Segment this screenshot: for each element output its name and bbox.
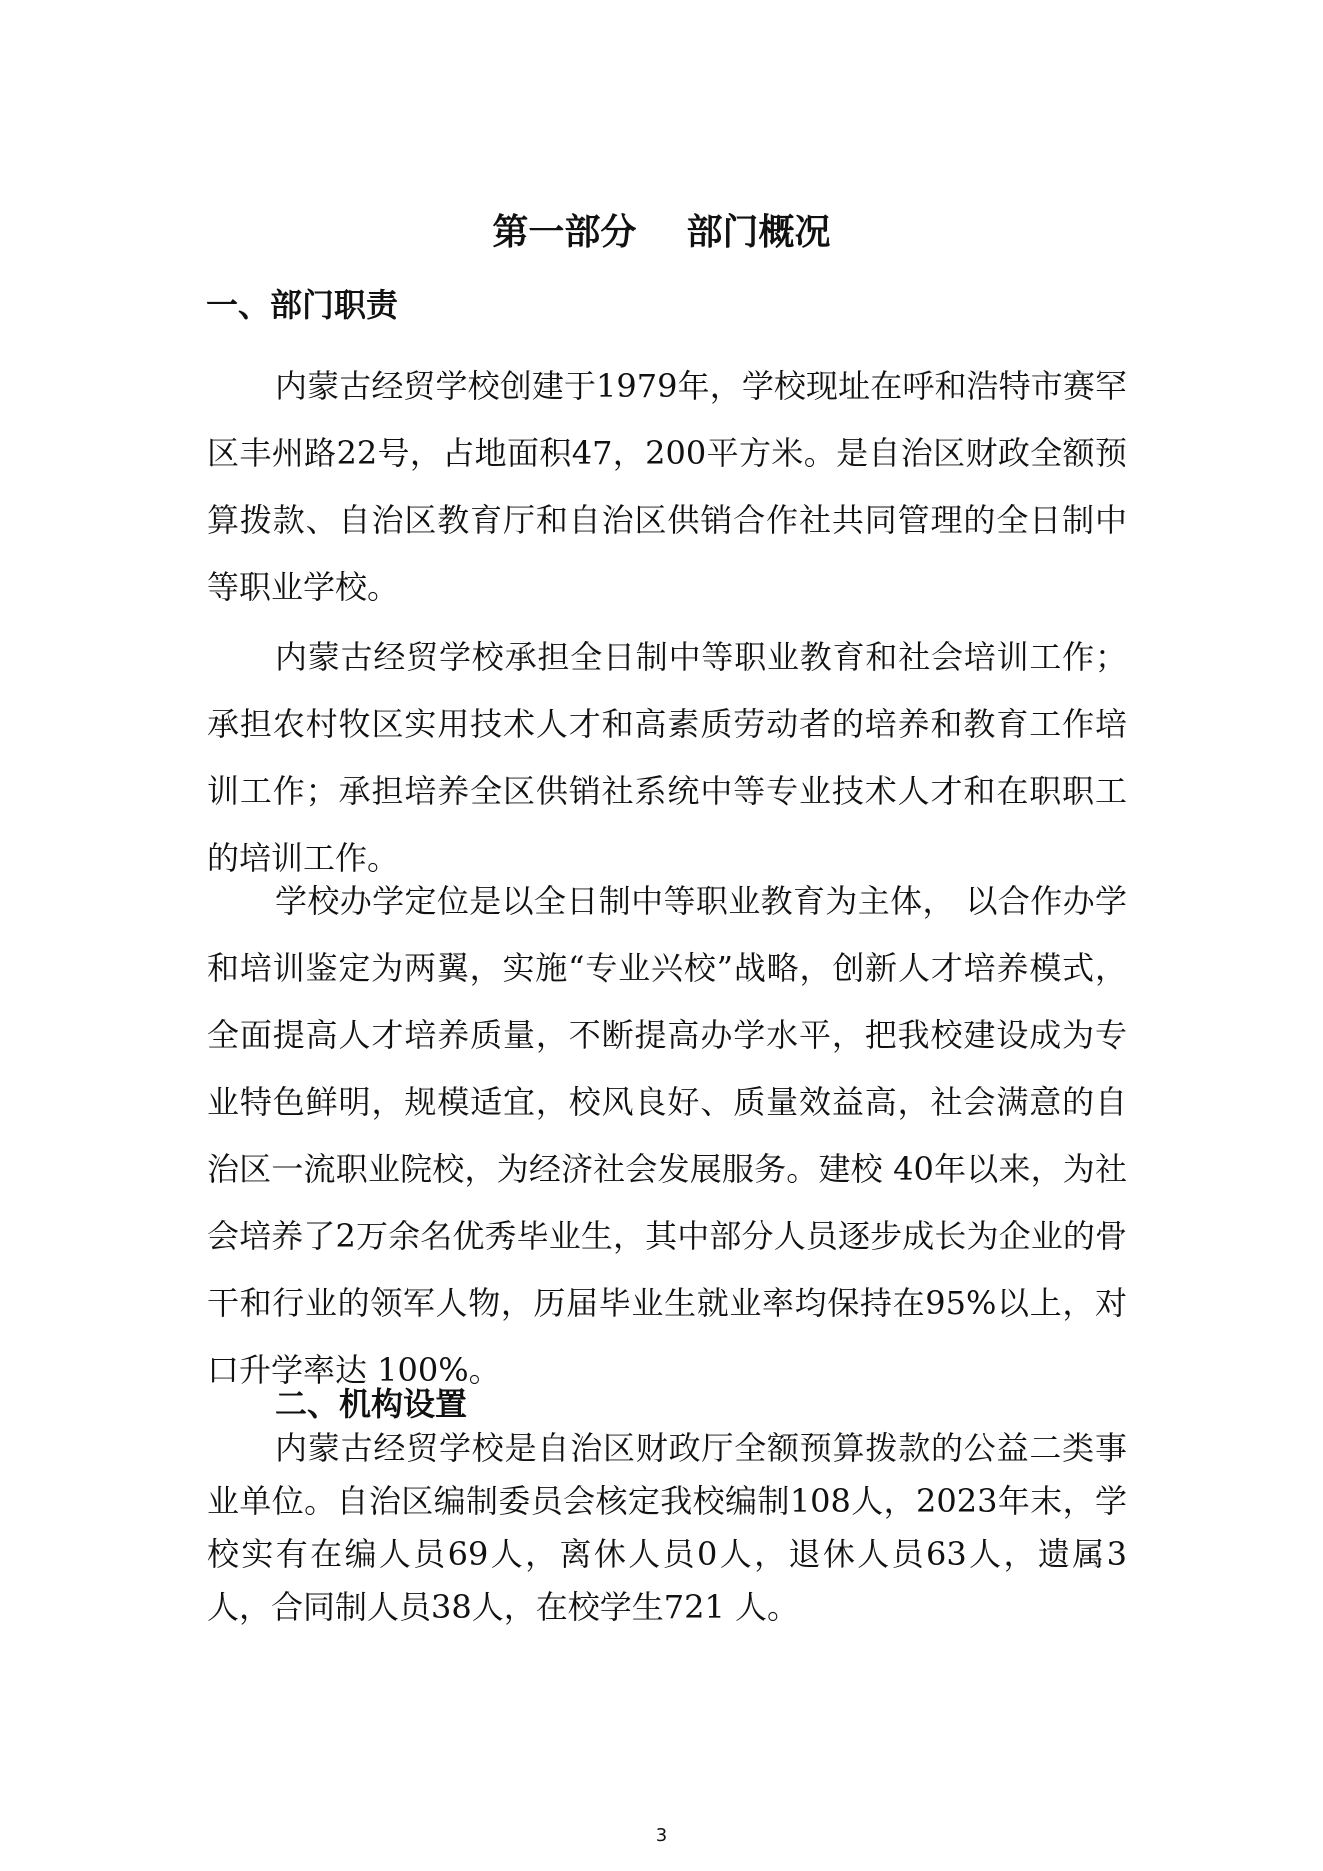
section-heading-responsibilities: 一、部门职责 — [206, 286, 399, 324]
paragraph-organization-staffing: 内蒙古经贸学校是自治区财政厅全额预算拨款的公益二类事业单位。自治区编制委员会核定我校编制108人，2023年末，学校实有在编人员69人，离休人员0人，退休人员63人，遗属3人，合同制人员38人，在校学生721 人。 — [207, 1429, 1127, 1626]
paragraph-school-positioning: 学校办学定位是以全日制中等职业教育为主体， 以合作办学和培训鉴定为两翼，实施“专业兴校”战略，创新人才培养模式，全面提高人才培养质量，不断提高办学水平，把我校建设成为专业特色鲜明，规模适宜，校风良好、质量效益高，社会满意的自治区一流职业院校，为经济社会发展服务。建校 40年以来，为社会培养了2万余名优秀毕业生，其中部分人员逐步成长为企业的骨干和行业的领军人物，历届毕业生就业率均保持在95%以上，对口升学率达 100%。 — [207, 882, 1127, 1389]
paragraph-school-overview: 内蒙古经贸学校创建于1979年，学校现址在呼和浩特市赛罕区丰州路22号，占地面积47，200平方米。是自治区财政全额预算拨款、自治区教育厅和自治区供销合作社共同管理的全日制中等职业学校。 — [207, 367, 1127, 606]
page-number: 3 — [655, 1825, 668, 1846]
page-title: 第一部分 部门概况 — [492, 211, 831, 253]
paragraph-school-duties: 内蒙古经贸学校承担全日制中等职业教育和社会培训工作；承担农村牧区实用技术人才和高素质劳动者的培养和教育工作培训工作；承担培养全区供销社系统中等专业技术人才和在职职工的培训工作。 — [207, 638, 1127, 877]
section-heading-organization: 二、机构设置 — [275, 1385, 468, 1423]
